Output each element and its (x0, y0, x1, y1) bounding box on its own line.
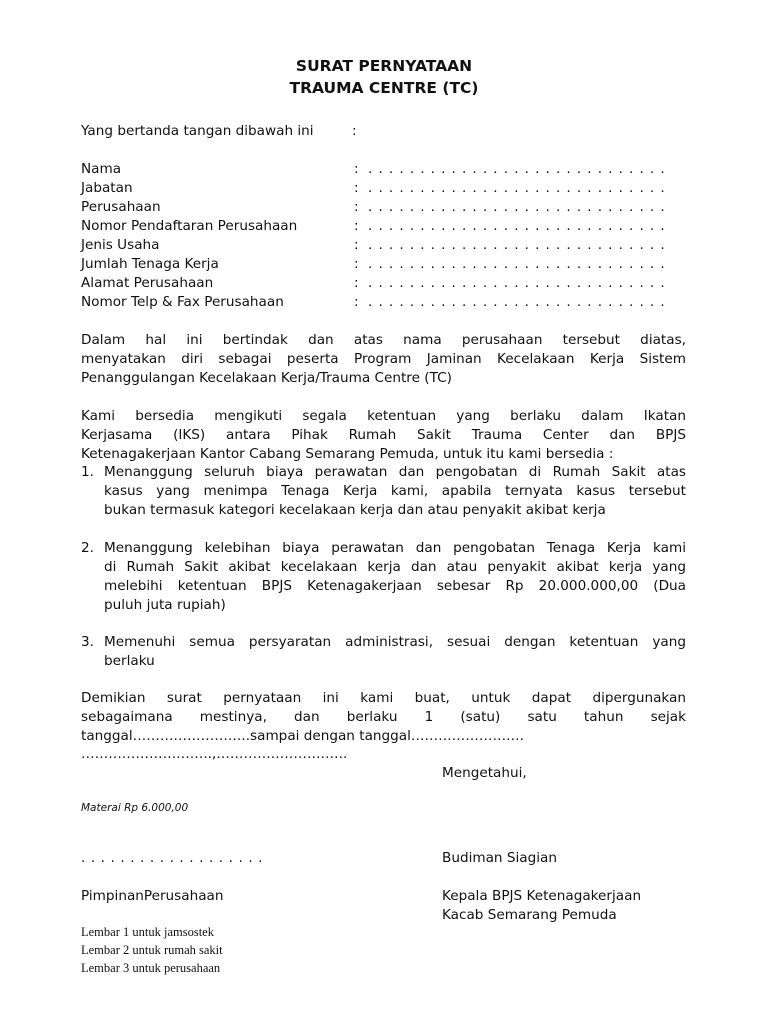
copy-distribution: Lembar 3 untuk perusahaan (81, 961, 221, 975)
list-item-line: puluh juta rupiah) (104, 597, 226, 613)
list-item-number: 2. (81, 540, 94, 556)
field-label: Jumlah Tenaga Kerja (81, 256, 219, 272)
field-blank: . . . . . . . . . . . . . . . . . . . . . . . . . . . . . (368, 180, 666, 196)
commitment-line: Ketenagakerjaan Kantor Cabang Semarang Pemuda, untuk itu kami bersedia : (81, 446, 614, 462)
right-signature-name: Budiman Siagian (442, 850, 557, 866)
intro-colon: : (352, 123, 357, 139)
field-colon: : (354, 218, 359, 234)
field-blank: . . . . . . . . . . . . . . . . . . . . . . . . . . . . . (368, 161, 666, 177)
field-colon: : (354, 199, 359, 215)
right-signature-office: Kacab Semarang Pemuda (442, 907, 617, 923)
field-label: Nomor Telp & Fax Perusahaan (81, 294, 284, 310)
field-label: Jabatan (81, 180, 133, 196)
field-blank: . . . . . . . . . . . . . . . . . . . . . . . . . . . . . (368, 294, 666, 310)
list-item-number: 3. (81, 634, 94, 650)
field-blank: . . . . . . . . . . . . . . . . . . . . . . . . . . . . . (368, 256, 666, 272)
field-blank: . . . . . . . . . . . . . . . . . . . . . . . . . . . . . (368, 237, 666, 253)
field-colon: : (354, 237, 359, 253)
list-item (81, 633, 686, 671)
document-title: SURAT PERNYATAAN (295, 57, 473, 75)
list-item-line: Menanggung seluruh biaya perawatan dan pengobatan di Rumah Sakit atas (104, 464, 686, 480)
field-blank: . . . . . . . . . . . . . . . . . . . . . . . . . . . . . (368, 218, 666, 234)
closing-line: sebagaimana mestinya, dan berlaku 1 (satu) satu tahun sejak (81, 709, 686, 725)
left-signature-blank: . . . . . . . . . . . . . . . . . . . (81, 850, 264, 866)
field-label: Nama (81, 161, 122, 177)
field-blank: . . . . . . . . . . . . . . . . . . . . . . . . . . . . . (368, 275, 666, 291)
field-label: Perusahaan (81, 199, 161, 215)
field-colon: : (354, 161, 359, 177)
field-label: Nomor Pendaftaran Perusahaan (81, 218, 298, 234)
commitment-line: Kami bersedia mengikuti segala ketentuan yang berlaku dalam Ikatan (81, 408, 686, 424)
field-label: Alamat Perusahaan (81, 275, 214, 291)
statement-line: Penanggulangan Kecelakaan Kerja/Trauma Centre (TC) (81, 370, 452, 386)
field-label: Jenis Usaha (81, 237, 160, 253)
list-item-number: 1. (81, 464, 94, 480)
right-signature-title: Kepala BPJS Ketenagakerjaan (442, 888, 642, 904)
list-item-line: kasus yang menimpa Tenaga Kerja kami, apabila ternyata kasus tersebut (104, 483, 686, 499)
statement-line: menyatakan diri sebagai peserta Program Jaminan Kecelakaan Kerja Sistem (81, 351, 686, 367)
stamp-duty-note: Materai Rp 6.000,00 (81, 802, 189, 814)
field-colon: : (354, 275, 359, 291)
intro-text: Yang bertanda tangan dibawah ini (81, 123, 314, 139)
field-colon: : (354, 256, 359, 272)
statement-line: Dalam hal ini bertindak dan atas nama perusahaan tersebut diatas, (81, 332, 686, 348)
list-item-line: Memenuhi semua persyaratan administrasi, sesuai dengan ketentuan yang (104, 634, 686, 650)
place-date-blank: ………………………..,……………………….. (81, 746, 348, 762)
closing-line: Demikian surat pernyataan ini kami buat, untuk dapat dipergunakan (81, 690, 686, 706)
field-colon: : (354, 294, 359, 310)
closing-line: tanggal……………………..sampai dengan tanggal……………………. (81, 728, 524, 744)
list-item (81, 539, 686, 615)
list-item-line: bukan termasuk kategori kecelakaan kerja dan atau penyakit akibat kerja (104, 502, 606, 518)
list-item-line: melebihi ketentuan BPJS Ketenagakerjaan sebesar Rp 20.000.000,00 (Dua (104, 578, 686, 594)
copy-distribution: Lembar 2 untuk rumah sakit (81, 943, 223, 957)
document-subtitle: TRAUMA CENTRE (TC) (289, 79, 479, 97)
list-item (81, 463, 686, 520)
commitment-line: Kerjasama (IKS) antara Pihak Rumah Sakit Trauma Center dan BPJS (81, 427, 686, 443)
field-blank: . . . . . . . . . . . . . . . . . . . . . . . . . . . . . (368, 199, 666, 215)
list-item-line: berlaku (104, 653, 155, 669)
copy-distribution: Lembar 1 untuk jamsostek (81, 925, 214, 939)
field-colon: : (354, 180, 359, 196)
left-signature-title: PimpinanPerusahaan (81, 888, 224, 904)
list-item-line: di Rumah Sakit akibat kecelakaan kerja dan atau penyakit akibat kerja yang (104, 559, 686, 575)
acknowledged-label: Mengetahui, (442, 765, 527, 781)
list-item-line: Menanggung kelebihan biaya perawatan dan pengobatan Tenaga Kerja kami (104, 540, 686, 556)
